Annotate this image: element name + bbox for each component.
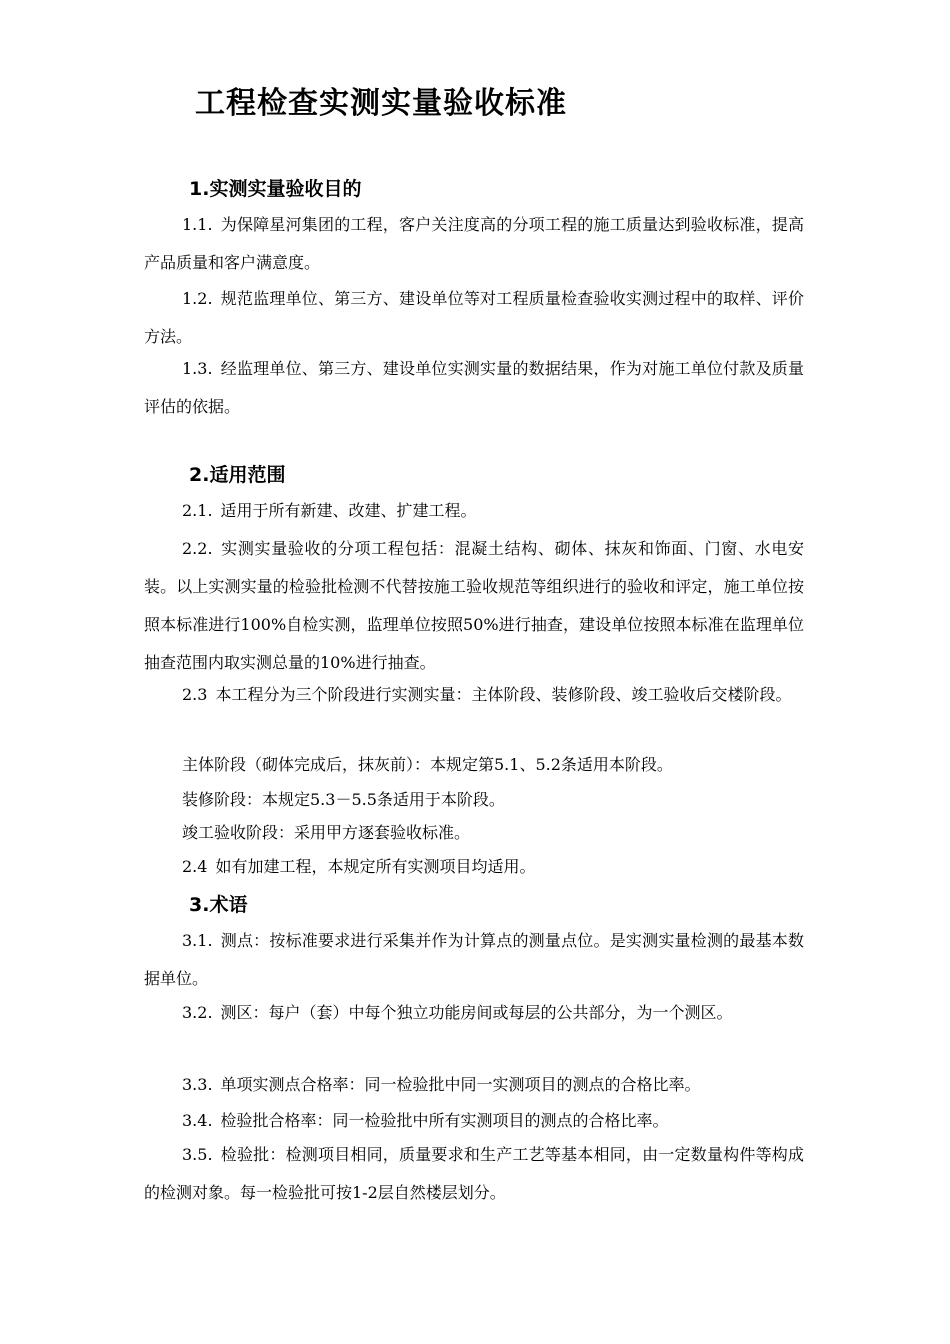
paragraph-number: 3.5. <box>182 1145 213 1164</box>
paragraph-number: 1.1. <box>182 215 213 234</box>
paragraph-number: 3.3. <box>182 1075 213 1094</box>
paragraph-3-3 <box>144 1066 804 1104</box>
paragraph-text: 如有加建工程，本规定所有实测项目均适用。 <box>215 857 536 876</box>
paragraph-3-2 <box>144 994 804 1032</box>
paragraph-text: 检验批合格率：同一检验批中所有实测项目的测点的合格比率。 <box>220 1111 669 1130</box>
stage-line-decoration: 装修阶段：本规定5.3－5.5条适用于本阶段。 <box>182 790 505 809</box>
paragraph-text: 为保障星河集团的工程，客户关注度高的分项工程的施工质量达到验收标准，提高产品质量和客户满意度。 <box>144 215 804 272</box>
paragraph-number: 1.2. <box>182 289 213 308</box>
section-2-heading: 2.适用范围 <box>189 464 286 486</box>
paragraph-number: 2.3 <box>182 685 208 704</box>
section-3-heading: 3.术语 <box>189 894 248 916</box>
paragraph-number: 3.1. <box>182 931 213 950</box>
paragraph-number: 3.4. <box>182 1111 213 1130</box>
stage-line-main: 主体阶段（砌体完成后，抹灰前）：本规定第5.1、5.2条适用本阶段。 <box>182 755 673 774</box>
paragraph-3-5 <box>144 1136 804 1212</box>
paragraph-text: 测区：每户（套）中每个独立功能房间或每层的公共部分，为一个测区。 <box>220 1003 733 1022</box>
paragraph-text: 适用于所有新建、改建、扩建工程。 <box>220 501 477 520</box>
paragraph-2-2 <box>144 530 804 682</box>
paragraph-2-3 <box>144 676 804 714</box>
paragraph-text: 本工程分为三个阶段进行实测实量：主体阶段、装修阶段、竣工验收后交楼阶段。 <box>215 685 792 704</box>
paragraph-text: 单项实测点合格率：同一检验批中同一实测项目的测点的合格比率。 <box>220 1075 701 1094</box>
paragraph-3-1 <box>144 922 804 998</box>
paragraph-1-3 <box>144 350 804 426</box>
paragraph-text: 经监理单位、第三方、建设单位实测实量的数据结果，作为对施工单位付款及质量评估的依据。 <box>144 359 804 416</box>
paragraph-number: 2.4 <box>182 857 208 876</box>
paragraph-3-4 <box>144 1102 804 1140</box>
paragraph-number: 1.3. <box>182 359 213 378</box>
paragraph-text: 测点：按标准要求进行采集并作为计算点的测量点位。是实测实量检测的最基本数据单位。 <box>144 931 804 988</box>
section-1-heading: 1.实测实量验收目的 <box>189 178 362 200</box>
paragraph-number: 3.2. <box>182 1003 213 1022</box>
paragraph-number: 2.1. <box>182 501 213 520</box>
stage-line-completion: 竣工验收阶段：采用甲方逐套验收标准。 <box>182 823 471 842</box>
paragraph-number: 2.2. <box>182 539 213 558</box>
paragraph-1-1 <box>144 206 804 282</box>
paragraph-2-1 <box>144 492 804 530</box>
document-title: 工程检查实测实量验收标准 <box>195 86 567 121</box>
paragraph-2-4 <box>182 852 535 882</box>
paragraph-text: 实测实量验收的分项工程包括：混凝土结构、砌体、抹灰和饰面、门窗、水电安装。以上实测实量的检验批检测不代替按施工验收规范等组织进行的验收和评定，施工单位按照本标准进行100%自检实测，监理单位按照50%进行抽查，建设单位按照本标准在监理单位抽查范围内取实测总量的10%进行抽查。 <box>144 539 804 672</box>
paragraph-text: 规范监理单位、第三方、建设单位等对工程质量检查验收实测过程中的取样、评价方法。 <box>144 289 804 346</box>
paragraph-text: 检验批：检测项目相同，质量要求和生产工艺等基本相同，由一定数量构件等构成的检测对象。每一检验批可按1-2层自然楼层划分。 <box>144 1145 804 1202</box>
paragraph-1-2 <box>144 280 804 356</box>
